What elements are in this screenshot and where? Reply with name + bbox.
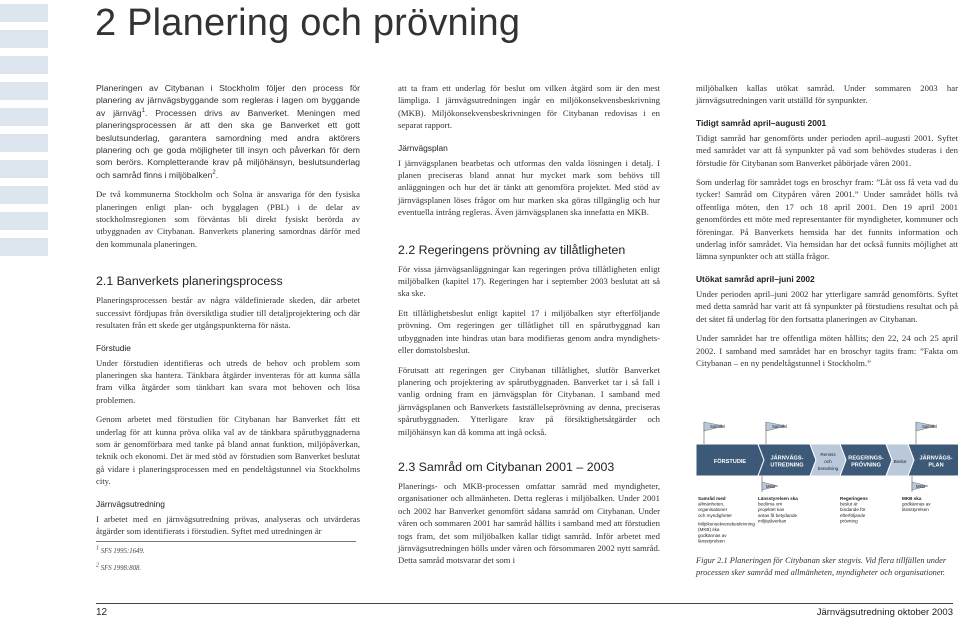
margin-tab <box>0 56 48 74</box>
footnote-2: $^2$ SFS 1998:808. <box>96 562 142 572</box>
samrad-flag-label: Samråd <box>922 424 937 429</box>
stage-label: JÄRNVÄGS- <box>770 455 804 462</box>
samrad-flag-label: Samråd <box>710 424 725 429</box>
tidigt-samrad-heading: Tidigt samråd april–augusti 2001 <box>696 117 827 128</box>
tidigt-paragraph-1: Tidigt samråd har genomförts under perioden april–augusti 2001. Syftet med samrådet var att få synpunkter på vad som behövdes studeras i den förstudie för Citybanan som Banverket påbörjade våren 2001. <box>696 132 958 168</box>
utokat-paragraph-2: Under samrådet har tre offentliga möten hållits; den 22, 24 och 25 april 2002. I samband med samrådet har en broschyr tagits fram: ”Fakta om Citybanan – en ny pendeltågstunnel i Stockholm.” <box>696 333 958 368</box>
municipal-paragraph: De två kommunerna Stockholm och Solna är ansvariga för den fysiska planeringen enligt plan- och bygglagen (PBL) i de delar av stockholmsregionen som förväntas bli direkt fysiskt berörda av utbyggnaden av Citybanan. Banverkets planering samordnas därför med den kommunala planeringen. <box>96 189 360 249</box>
stage-label: FÖRSTUDIE <box>713 459 747 465</box>
stage-label: Beslut <box>893 459 907 464</box>
column-1 <box>96 82 360 537</box>
section-2-1-title: 2.1 Banverkets planeringsprocess <box>96 274 283 289</box>
margin-tab <box>0 134 48 152</box>
section-2-2-paragraph-1: För vissa järnvägsanläggningar kan regeringen pröva tillåtligheten enligt miljöbalken (kapitel 17). Regeringen har i september 2003 beslutat att så ska ske. <box>398 263 660 299</box>
diagram-note: MKB ska godkännas av länsstyrelsen <box>902 496 931 513</box>
diagram-note: Samråd med allmänheten, organisationer och myndigheter <box>698 496 732 518</box>
margin-tab <box>0 4 48 22</box>
stage-label: PLAN <box>928 462 944 469</box>
stage-label: beredning <box>817 466 839 471</box>
utokat-samrad-heading: Utökat samråd april–juni 2002 <box>696 273 815 284</box>
mkb-flag-label: MKB <box>766 484 776 489</box>
margin-tab <box>0 186 48 204</box>
stage-label: och <box>824 459 832 464</box>
utokat-paragraph-1: Under perioden april–juni 2002 har ytterligare samråd genomförts. Syftet med detta samråd har varit att få synpunkter på förstudiens resultat och på det sätet få underlag för den fortsatta planeringen av Citybanan. <box>696 288 958 324</box>
mkb-flag-label: MKB <box>916 484 926 489</box>
margin-tab <box>0 160 48 178</box>
footnotes <box>96 541 356 574</box>
forstudie-paragraph-2: Genom arbetet med förstudien för Citybanan har Banverket fått ett underlag för att kunna pröva olika val av de tänkbara spårutbyggnaderna som är genomförbara med tanke på bland annat funktion, miljöpåverkan, teknik och ekonomi. Det är med stöd av förstudien som Banverket beslutat gå vidare i planeringsprocessen med en pendeltågstunnel via Stockholms city. <box>96 414 360 487</box>
section-2-2-paragraph-3: Förutsatt att regeringen ger Citybanan tillåtlighet, slutför Banverket planering och projektering av spårutbyggnaden. Banverket tar i så fall i vanlig ordning fram en järnvägsplan för Citybanan. I samband med järnvägsplanen och Banverkets fastställelseprövning av denna, preciseras spårutbyggnaden. Ytterligare krav på försiktighetsåtgärder och miljöhänsyn kan då komma att ingå också. <box>398 364 660 437</box>
stage-label: Remiss <box>820 452 836 457</box>
process-diagram-shapes <box>696 422 958 543</box>
column-2 <box>398 82 660 567</box>
margin-tab <box>0 82 48 100</box>
diagram-note: Länsstyrelsen ska bedöma om projektet kan antas få betydande miljöpåverkan <box>758 496 798 524</box>
forstudie-heading: Förstudie <box>96 342 131 353</box>
figure-caption: Figur 2.1 Planeringen för Citybanan sker stegvis. Vid flera tillfällen under processen sker samråd med allmänheten, myndigheter och organisationer. <box>696 556 947 577</box>
jvu-paragraph: I arbetet med en järnvägsutredning prövas, analyseras och utvärderas åtgärder som identifierats i förstudien. Syftet med utredningen är <box>96 513 360 536</box>
stage-label: UTREDNING <box>770 462 804 469</box>
section-2-3-title: 2.3 Samråd om Citybanan 2001 – 2003 <box>398 459 615 474</box>
section-2-2-paragraph-2: Ett tillåtlighetsbeslut enligt kapitel 17 i miljöbalken styr efterföljande prövning. Om regeringen ger tillåtlighet till en spårutbyggnad kan utbyggnaden inte hindras utan bara modifieras genom andra myndighets- eller domstolsbeslut. <box>398 307 660 356</box>
footer-rule <box>96 603 953 604</box>
diagram-note: Miljökonsekvensbeskrivning (MKB) ska godkännas av länsstyrelsen <box>698 521 755 544</box>
stage-label: REGERINGS- <box>848 455 884 462</box>
margin-tabs <box>0 0 48 260</box>
jvp-heading: Järnvägsplan <box>398 142 448 153</box>
chapter-title: 2 Planering och prövning <box>95 2 521 44</box>
column-3 <box>696 82 958 369</box>
stage-label: JÄRNVÄGS- <box>919 455 953 462</box>
running-footer: Järnvägsutredning oktober 2003 <box>816 607 953 618</box>
footnote-1: $^1$ SFS 1995:1649. <box>96 545 145 555</box>
intro-paragraph: Planeringen av Citybanan i Stockholm följer den process för planering av järnvägsbyggande som regleras i lagen om byggande av järnväg$^1$. Processen drivs av Banverket. Meningen med planeringsprocessen är att den ska ge Banverket ett gott beslutsunderlag, garantera samordning med andra aktörers planering och ge goda möjligheter till insyn och påverkan för dem som berörs. Kompletterande krav på miljöhänsyn, beslutsunderlag och samråd finns i miljöbalken$^2$. <box>96 83 360 180</box>
utokat-intro-paragraph: miljöbalken kallas utökat samråd. Under sommaren 2003 har järnvägsutredningen varit utställd för synpunkter. <box>696 83 958 106</box>
forstudie-paragraph-1: Under förstudien identifieras och utreds de behov och problem som planeringen ska hantera. Tänkbara åtgärder inventeras för att kunna sålla fram vilka åtgärder som tänkbart kan svara mot behoven och lösa problemen. <box>96 357 360 405</box>
section-2-1-paragraph: Planeringsprocessen består av några väldefinierade skeden, där arbetet successivt fördjupas från översiktliga studier till detaljprojektering och där resultaten från ett skede ger utgångspunkterna för nästa. <box>96 295 360 331</box>
process-diagram <box>696 416 958 576</box>
samrad-flag-label: Samråd <box>772 424 787 429</box>
section-2-2-title: 2.2 Regeringens prövning av tillåtligheten <box>398 242 626 257</box>
page-number: 12 <box>96 607 108 618</box>
stage-label: PRÖVNING <box>851 462 881 469</box>
margin-tab <box>0 212 48 230</box>
margin-tab <box>0 108 48 126</box>
margin-tab <box>0 30 48 48</box>
jvu-heading: Järnvägsutredning <box>96 498 165 509</box>
diagram-note: Regeringens beslut är bindande för efterföljande prövning <box>840 496 868 524</box>
mkb-paragraph: att ta fram ett underlag för beslut om vilken åtgärd som är den mest lämpliga. I järnvägsutredningen ingår en miljökonsekvensbeskrivning (MKB). Miljökonsekvensbeskrivningen för Citybanan redovisas i en separat rapport. <box>398 83 660 131</box>
tidigt-paragraph-2: Som underlag för samrådet togs en broschyr fram: ”Låt oss få veta vad du tycker! Samråd om Citypåren våren 2001.” Under samrådet hölls två offentliga möten, den 17 och 18 april 2001. Den 19 april 2001 genomfördes ett möte med representanter för myndigheter, kommuner och föreningar. På Banverkets hemsida har det funnits information och underlag inför samrådet. Via hemsidan har det också funnits möjlighet att lämna synpunkter och att ställa frågor. <box>696 177 958 262</box>
jvp-paragraph: I järnvägsplanen bearbetas och utformas den valda lösningen i detalj. I planen preciseras bland annat hur mycket mark som behövs till anläggningen och hur det är tänkt att genomföra projektet. Med stöd av järnvägsplanen löses frågor om hur marken ska göras tillgänglig och hur eventuella intrång regleras. Även järnvägsplanen ska innefatta en MKB. <box>398 157 660 218</box>
section-2-3-paragraph: Planerings- och MKB-processen omfattar samråd med myndigheter, organisationer och allmänheten. Detta regleras i miljöbalken. Under 2001 och 2002 har Banverket genomfört sådana samråd om Citybanan. Under våren och sommaren 2001 har samråd hållits i samband med att förstudien togs fram, det som miljöbalken kallar tidigt samråd. Inför arbetet med järnvägsutredningen hölls under våren och försommaren 2002 nytt samråd. Detta samråd motsvarar det som i <box>398 480 660 566</box>
margin-tab <box>0 238 48 256</box>
